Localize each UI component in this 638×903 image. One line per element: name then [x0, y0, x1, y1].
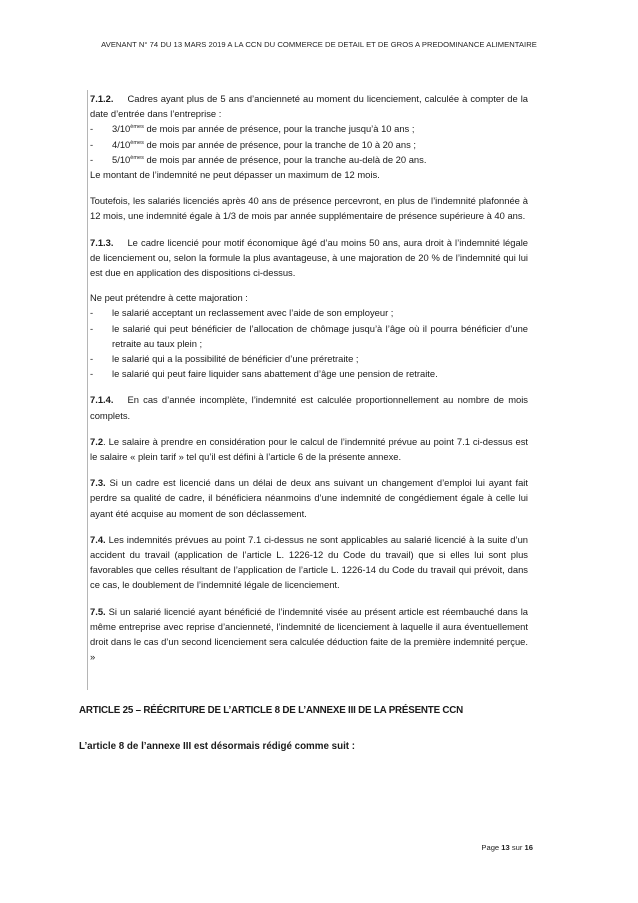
- paragraph-text: En cas d’année incomplète, l’indemnité est calculée proportionnellement au nombre de mois complets.: [90, 394, 528, 421]
- section-number: 7.5.: [90, 605, 106, 617]
- limit-text: Le montant de l’indemnité ne peut dépasser un maximum de 12 mois.: [90, 169, 380, 181]
- list-intro: Ne peut prétendre à cette majoration :: [90, 292, 248, 304]
- article-intro: L’article 8 de l’annexe III est désormais rédigé comme suit :: [79, 741, 356, 752]
- list-item: - le salarié qui peut faire liquider sans abattement d’âge une pension de retraite.: [90, 368, 438, 380]
- list-item: - le salarié acceptant un reclassement avec l’aide de son employeur ;: [90, 307, 394, 319]
- section-number: 7.4.: [90, 533, 106, 545]
- section-number: 7.1.2.: [90, 93, 114, 104]
- paragraph-7-5: [90, 604, 528, 665]
- paragraph-text: Si un salarié licencié ayant bénéficié de l’indemnité visée au présent article est réembauché dans la même entreprise avec reprise d’ancienneté, l’indemnité de licenciement à laquelle il aura éventuellement droit dans le cas d’un second licenciement sera calculée déduction faite de la première indemnité perçue. »: [90, 605, 528, 663]
- page-footer: Page 13 sur 16: [481, 843, 533, 852]
- section-number: 7.1.3.: [90, 236, 114, 248]
- paragraph-7-2: [90, 434, 528, 464]
- page-number: 13: [501, 843, 510, 852]
- paragraph-7-3: [90, 475, 528, 521]
- article-heading: ARTICLE 25 – RÉÉCRITURE DE L’ARTICLE 8 DE L’ANNEXE III DE LA PRÉSENTE CCN: [79, 705, 464, 716]
- section-number: 7.3.: [90, 477, 106, 489]
- paragraph-text: Le cadre licencié pour motif économique âgé d’au moins 50 ans, aura droit à l’indemnité légale de licenciement ou, selon la formule la plus avantageuse, à une majoration de 20 % de l’indemnité qui lui est due en application des dispositions ci-dessus.: [90, 236, 528, 279]
- paragraph-7-1-3: [90, 235, 528, 281]
- paragraph-text: Si un cadre est licencié dans un délai de deux ans suivant un changement d’emploi lui ayant fait perdre sa qualité de cadre, il bénéficiera néanmoins d’une indemnité de congédiement égale à celle lui ayant été acquise au moment de son déclassement.: [90, 477, 528, 519]
- page-total: 16: [524, 843, 533, 852]
- list-item: - 5/10èmes de mois par année de présence, pour la tranche au-delà de 20 ans.: [90, 153, 427, 165]
- document-body: [90, 91, 528, 665]
- paragraph-text: Les indemnités prévues au point 7.1 ci-dessus ne sont applicables au salarié licencié à la suite d’un accident du travail (application de l’article L. 1226-12 du Code du travail) que si elles lui sont plus favorables que celles résultant de l’application de l’article L. 1226-14 du Code du travail qui prévoit, dans ce cas, le doublement de l’indemnité légale de licenciement.: [90, 533, 528, 591]
- paragraph-text: . Le salaire à prendre en considération pour le calcul de l’indemnité prévue au point 7.1 ci-dessus est le salaire « plein tarif » tel qu’il est défini à l’article 6 de la présente annexe.: [90, 435, 528, 463]
- list-item: - 3/10èmes de mois par année de présence, pour la tranche jusqu’à 10 ans ;: [90, 123, 415, 135]
- paragraph-toutefois: Toutefois, les salariés licenciés après 40 ans de présence percevront, en plus de l’indemnité plafonnée à 12 mois, une indemnité égale à 1/3 de mois par année supplémentaire de présence supérieure à 40 ans.: [90, 195, 528, 222]
- section-number: 7.1.4.: [90, 394, 114, 406]
- page-header: AVENANT N° 74 DU 13 MARS 2019 A LA CCN DU COMMERCE DE DETAIL ET DE GROS A PREDOMINANCE ALIMENTAIRE: [101, 40, 537, 49]
- paragraph-7-1-4: [90, 392, 528, 422]
- section-number: 7.2: [90, 435, 104, 447]
- paragraph-text: Cadres ayant plus de 5 ans d’ancienneté au moment du licenciement, calculée à compter de la date d’entrée dans l’entreprise :: [90, 93, 528, 120]
- list-item: - le salarié qui peut bénéficier de l’allocation de chômage jusqu’à l’âge où il pourra bénéficier d’une retraite au taux plein ;: [90, 322, 528, 349]
- list-item: - 4/10èmes de mois par année de présence, pour la tranche de 10 à 20 ans ;: [90, 138, 416, 150]
- paragraph-7-4: [90, 532, 528, 593]
- list-item: - le salarié qui a la possibilité de bénéficier d’une préretraite ;: [90, 353, 359, 365]
- paragraph-7-1-2: [90, 91, 528, 121]
